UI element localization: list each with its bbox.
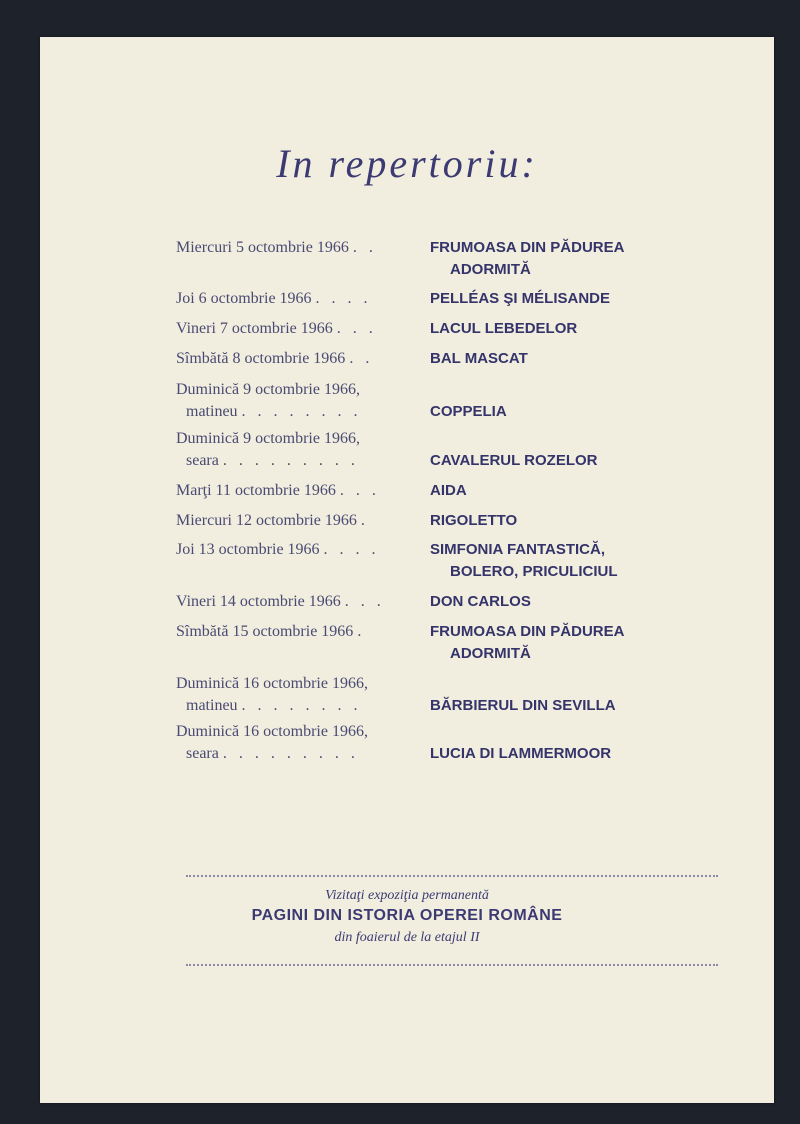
entry-date: Miercuri 12 octombrie 1966 . [176, 512, 369, 529]
entry-date: Sîmbătă 8 octombrie 1966 . . [176, 350, 374, 367]
entry-title: LACUL LEBEDELOR [430, 320, 578, 337]
entry-date: Sîmbătă 15 octombrie 1966 . [176, 623, 366, 640]
entry-title: BĂRBIERUL DIN SEVILLA [430, 697, 616, 714]
entry-title: FRUMOASA DIN PĂDUREA ADORMITĂ [430, 239, 625, 278]
entry-date: Miercuri 5 octombrie 1966 . . [176, 239, 377, 256]
exhibition-location: din foaierul de la etajul II [334, 930, 480, 945]
entry-title: SIMFONIA FANTASTICĂ, BOLERO, PRICULICIUL [430, 541, 618, 580]
entry-title: RIGOLETTO [430, 512, 518, 529]
dotted-divider [186, 875, 718, 877]
entry-title: DON CARLOS [430, 593, 531, 610]
entry-title: COPPELIA [430, 403, 507, 420]
entry-title: CAVALERUL ROZELOR [430, 452, 598, 469]
entry-date: Joi 13 octombrie 1966 . . . . [176, 541, 380, 558]
exhibition-title: PAGINI DIN ISTORIA OPEREI ROMÂNE [251, 907, 563, 924]
entry-date: Duminică 9 octombrie 1966, matineu . . . . . . . . [176, 381, 362, 420]
entry-date: Duminică 16 octombrie 1966, matineu . . . . . . . . [176, 675, 368, 714]
entry-date: Vineri 14 octombrie 1966 . . . [176, 593, 385, 610]
page-title: In repertoriu: [276, 141, 538, 186]
entry-date: Duminică 9 octombrie 1966, seara . . . . . . . . . [176, 430, 360, 469]
entry-title: BAL MASCAT [430, 350, 528, 367]
entry-title: PELLÉAS ŞI MÉLISANDE [430, 290, 611, 307]
entry-date: Vineri 7 octombrie 1966 . . . [176, 320, 377, 337]
entry-title: AIDA [430, 482, 467, 499]
entry-title: LUCIA DI LAMMERMOOR [430, 745, 612, 762]
entry-date: Marţi 11 octombrie 1966 . . . [176, 482, 380, 499]
program-sheet [40, 37, 774, 1103]
entry-date: Joi 6 octombrie 1966 . . . . [176, 290, 372, 307]
entry-date: Duminică 16 octombrie 1966, seara . . . . . . . . . [176, 723, 368, 762]
dotted-divider [186, 964, 718, 966]
entry-title: FRUMOASA DIN PĂDUREA ADORMITĂ [430, 623, 625, 662]
exhibition-invite: Vizitaţi expoziţia permanentă [325, 888, 489, 903]
